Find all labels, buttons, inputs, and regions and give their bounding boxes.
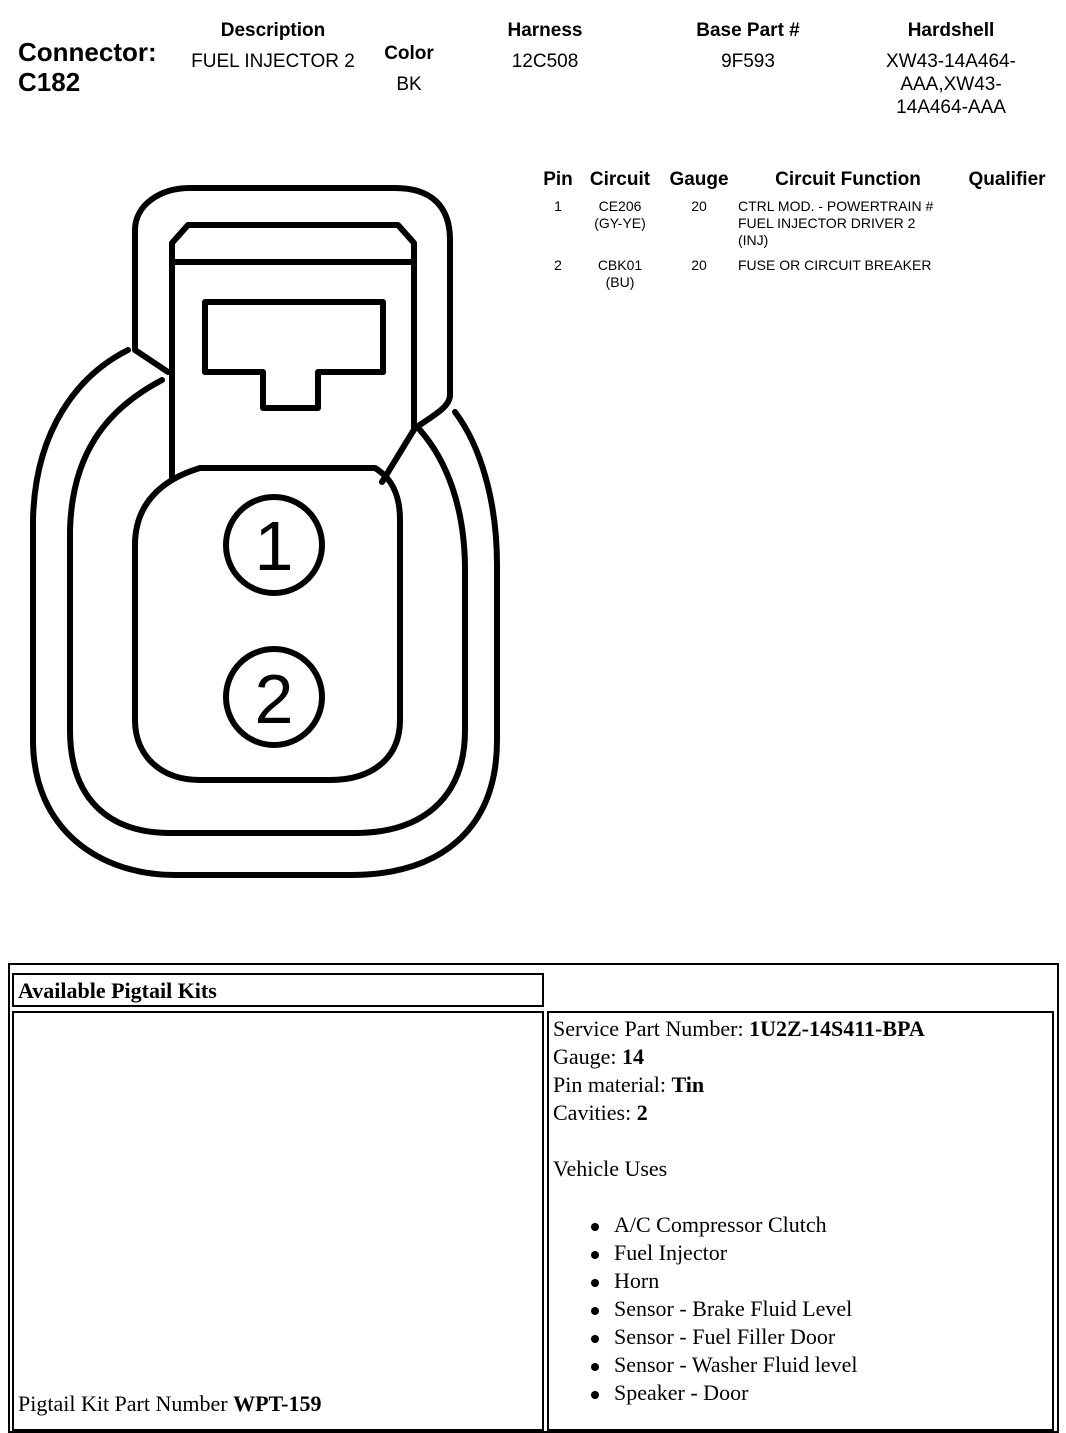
service-part-label: Service Part Number: (553, 1016, 750, 1041)
pigtail-title-cell (12, 973, 544, 1007)
circuit-function-column-header: Circuit Function (775, 169, 921, 190)
hardshell-value (860, 50, 1042, 119)
connector-face-diagram (0, 150, 520, 900)
pin-number: 1 (554, 198, 562, 214)
hardshell-label: Hardshell (907, 20, 995, 41)
circuit-cell (582, 198, 658, 232)
pin-material-value: Tin (671, 1072, 705, 1097)
pin-material-row (553, 1071, 1048, 1099)
description-label: Description (220, 20, 326, 41)
latch-housing-outer-left (135, 350, 168, 372)
list-item: Sensor - Washer Fluid level (553, 1351, 1048, 1379)
circuit-cell (582, 257, 658, 291)
vehicle-uses-label: Vehicle Uses (553, 1156, 668, 1181)
color-value: BK (396, 74, 422, 95)
connector-label: Connector: (18, 37, 157, 67)
color-label: Color (384, 43, 434, 64)
service-part-row (553, 1015, 1048, 1043)
list-item: Speaker - Door (553, 1379, 1048, 1407)
circuit-function-cell (738, 198, 978, 249)
pin-column-header: Pin (543, 169, 573, 190)
kit-part-value: WPT-159 (233, 1391, 322, 1416)
latch-window (205, 302, 383, 372)
description-value: FUEL INJECTOR 2 (191, 51, 355, 72)
service-part-value: 1U2Z-14S411-BPA (749, 1016, 925, 1041)
hardshell-line: AAA,XW43- (900, 74, 1002, 95)
circuit-color: (BU) (605, 274, 635, 290)
pin-number: 2 (554, 257, 562, 273)
cavities-label: Cavities: (553, 1100, 637, 1125)
latch-window-bottom (205, 372, 383, 408)
harness-value: 12C508 (511, 51, 579, 72)
gauge-cell: 20 (691, 257, 707, 273)
function-line: FUEL INJECTOR DRIVER 2 (738, 215, 916, 231)
function-line: FUSE OR CIRCUIT BREAKER (738, 257, 932, 273)
list-item: Sensor - Fuel Filler Door (553, 1323, 1048, 1351)
gauge-cell: 20 (691, 198, 707, 214)
kit-part-label: Pigtail Kit Part Number (18, 1391, 234, 1416)
pin-material-label: Pin material: (553, 1072, 672, 1097)
gauge-value: 14 (622, 1044, 645, 1069)
hardshell-line: 14A464-AAA (896, 97, 1006, 118)
list-item: A/C Compressor Clutch (553, 1211, 1048, 1239)
circuit-code: CBK01 (597, 257, 643, 273)
base-part-label: Base Part # (696, 20, 800, 41)
pigtail-title: Available Pigtail Kits (18, 978, 217, 1003)
function-line: CTRL MOD. - POWERTRAIN # (738, 198, 934, 214)
pigtail-details (553, 1015, 1048, 1407)
gauge-label: Gauge: (553, 1044, 623, 1069)
pigtail-kit-part (18, 1390, 322, 1418)
cavities-row (553, 1099, 1048, 1127)
circuit-column-header: Circuit (589, 169, 651, 190)
list-item: Fuel Injector (553, 1239, 1048, 1267)
pin-1-label: 1 (254, 507, 294, 585)
circuit-color: (GY-YE) (594, 215, 646, 231)
list-item: Sensor - Brake Fluid Level (553, 1295, 1048, 1323)
cavities-value: 2 (636, 1100, 648, 1125)
function-line: (INJ) (738, 232, 769, 248)
pigtail-kit-cell (12, 1011, 544, 1431)
pin-2-label: 2 (254, 660, 294, 738)
hardshell-line: XW43-14A464- (886, 51, 1016, 72)
latch-inner-top (172, 225, 414, 262)
pigtail-details-cell (547, 1011, 1054, 1431)
gauge-column-header: Gauge (669, 169, 729, 190)
connector-id: C182 (18, 67, 81, 97)
circuit-function-cell (738, 257, 978, 274)
list-item: Horn (553, 1267, 1048, 1295)
vehicle-uses-list (553, 1211, 1048, 1407)
circuit-code: CE206 (598, 198, 642, 214)
base-part-value: 9F593 (721, 51, 775, 72)
harness-label: Harness (507, 20, 583, 41)
qualifier-column-header: Qualifier (968, 169, 1046, 190)
gauge-row (553, 1043, 1048, 1071)
